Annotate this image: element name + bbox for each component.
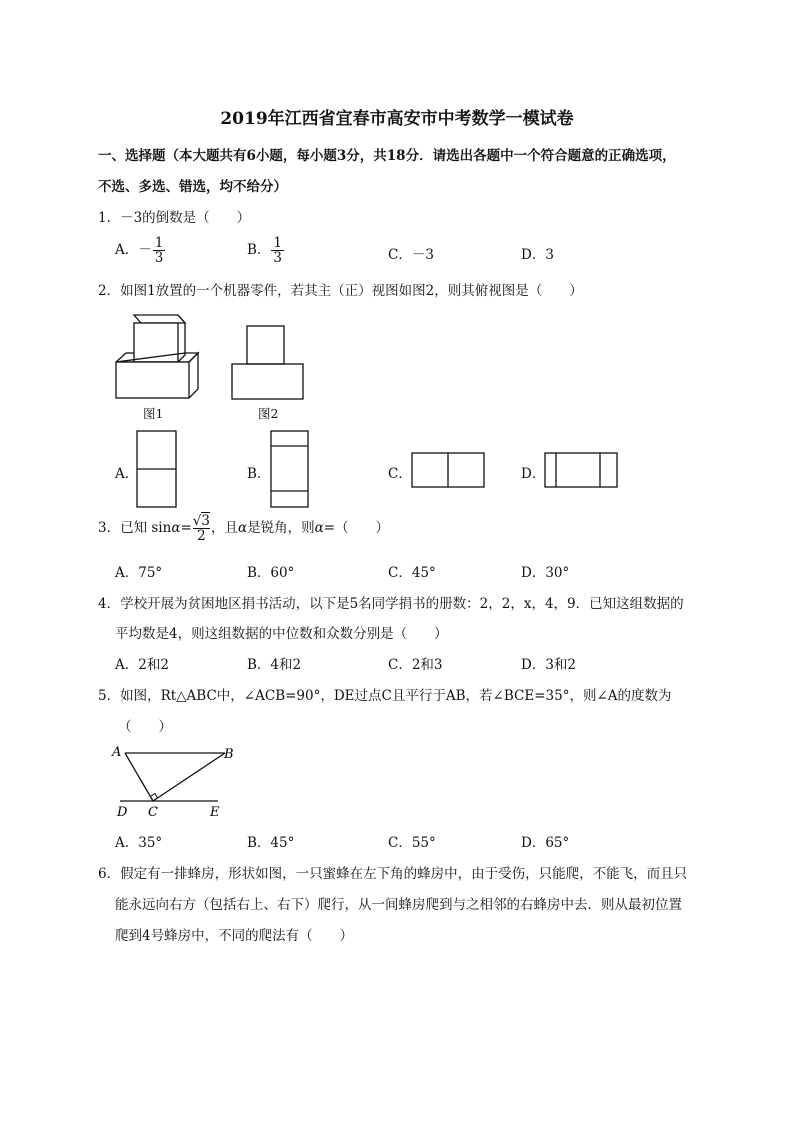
q4-line1: 4．学校开展为贫困地区捐书活动，以下是5名同学捐书的册数：2，2，x，4，9．已知这组数据的 — [98, 596, 684, 612]
q5-label-e: E — [210, 805, 220, 820]
q3-alpha-2: α — [237, 520, 248, 537]
q3-fraction — [193, 514, 210, 543]
q3-option-c: C．45° — [388, 565, 436, 581]
q5-option-d: D．65° — [521, 835, 570, 851]
q1-option-b — [247, 236, 285, 265]
q2-option-a: A． — [115, 466, 139, 482]
q5-label-b: B — [224, 747, 234, 762]
q2-figure-2 — [230, 318, 310, 408]
q2-text: 2．如图1放置的一个机器零件，若其主（正）视图如图2，则其俯视图是（ ） — [98, 283, 583, 299]
section-heading-line2: 不选、多选、错选，均不给分） — [98, 179, 287, 195]
q3-radicand: 3 — [201, 513, 210, 529]
q1-b-fraction — [271, 236, 284, 265]
q3-eq: = — [180, 520, 192, 537]
q1-b-prefix: B． — [247, 242, 271, 259]
q2-option-c: C． — [388, 466, 412, 482]
q2-fig1-label: 图1 — [143, 406, 164, 421]
q4-option-b: B．4和2 — [247, 657, 302, 673]
q5-label-a: A — [112, 745, 122, 760]
q2-option-b: B． — [247, 466, 271, 482]
q3-option-d: D．30° — [521, 565, 570, 581]
q3-option-a: A．75° — [115, 565, 163, 581]
q3-option-b: B．60° — [247, 565, 295, 581]
q3-mid2: 是锐角，则 — [247, 520, 315, 537]
q3-text — [98, 514, 389, 543]
q2-option-a-figure — [136, 430, 178, 510]
section-heading-line1: 一、选择题（本大题共有6小题，每小题3分，共18分．请选出各题中一个符合题意的正确选项， — [98, 148, 676, 164]
q5-option-c: C．55° — [388, 835, 436, 851]
q3-alpha-3: α — [314, 520, 324, 537]
q2-figure-1 — [112, 310, 212, 400]
q3-mid: ，且 — [210, 520, 238, 537]
q1-a-prefix: A．－ — [115, 242, 152, 259]
q1-a-num: 1 — [154, 235, 164, 251]
q5-label-c: C — [148, 805, 158, 820]
q1-text: 1．－3的倒数是（ ） — [98, 210, 251, 226]
q2-fig2-label: 图2 — [258, 406, 279, 421]
q1-b-den: 3 — [273, 250, 283, 267]
q1-option-d: D．3 — [521, 247, 554, 263]
q1-option-c: C．－3 — [388, 247, 434, 263]
page-title: 2019年江西省宜春市高安市中考数学一模试卷 — [220, 109, 574, 129]
q3-post: =（ ） — [323, 520, 390, 537]
q4-option-d: D．3和2 — [521, 657, 577, 673]
q6-line1: 6．假定有一排蜂房，形状如图，一只蜜蜂在左下角的蜂房中，由于受伤，只能爬，不能飞，而且只 — [98, 866, 688, 882]
q3-alpha: α — [171, 520, 181, 537]
q1-a-fraction — [153, 236, 166, 265]
q2-option-d-figure — [543, 451, 623, 491]
q5-option-a: A．35° — [115, 835, 163, 851]
q6-line3: 爬到4号蜂房中，不同的爬法有（ ） — [115, 928, 354, 944]
q4-option-c: C．2和3 — [388, 657, 443, 673]
q1-b-num: 1 — [273, 235, 283, 251]
q2-option-c-figure — [410, 451, 490, 491]
q3-sqrt: √ — [192, 513, 202, 529]
q3-pre: 3．已知 sin — [98, 520, 172, 537]
q2-option-d: D． — [521, 466, 546, 482]
q2-option-b-figure — [270, 430, 312, 510]
q4-line2: 平均数是4，则这组数据的中位数和众数分别是（ ） — [115, 626, 448, 642]
q1-option-a — [115, 236, 166, 265]
q5-triangle-figure — [110, 742, 240, 822]
q5-line1: 5．如图，Rt△ABC中，∠ACB=90°，DE过点C且平行于AB，若∠BCE=35°，则∠A的度数为 — [98, 688, 672, 704]
q5-option-b: B．45° — [247, 835, 295, 851]
q6-line2: 能永远向右方（包括右上、右下）爬行，从一间蜂房爬到与之相邻的右蜂房中去．则从最初位置 — [115, 897, 682, 913]
q3-den: 2 — [193, 528, 210, 543]
q1-a-den: 3 — [154, 250, 164, 267]
q5-line2: （ ） — [118, 719, 172, 735]
q5-label-d: D — [117, 805, 128, 820]
q4-option-a: A．2和2 — [115, 657, 169, 673]
